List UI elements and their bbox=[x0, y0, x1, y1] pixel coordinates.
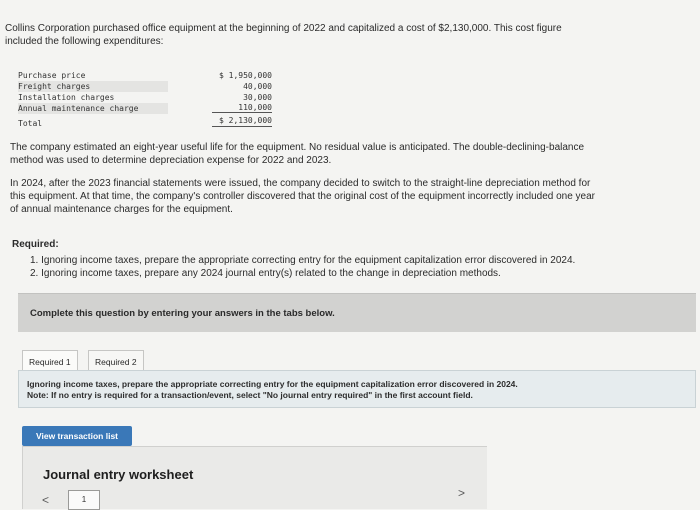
cost-label: Freight charges bbox=[18, 82, 91, 91]
cost-row bbox=[18, 103, 168, 114]
view-transaction-list-button[interactable]: View transaction list bbox=[22, 426, 132, 446]
cost-label: Installation charges bbox=[18, 93, 115, 102]
cost-amount: 40,000 bbox=[243, 82, 272, 91]
intro-line-1: Collins Corporation purchased office equipment at the beginning of 2022 and capitalized a cost of $2,130,000. This cost figure bbox=[5, 23, 562, 34]
required-item-1: 1. Ignoring income taxes, prepare the appropriate correcting entry for the equipment capitalization error discovered in 2024. bbox=[30, 255, 576, 266]
tab-required-1[interactable]: Required 1 bbox=[22, 350, 78, 374]
cost-row bbox=[18, 92, 168, 103]
subtotal-rule bbox=[212, 112, 272, 113]
intro-line-2: included the following expenditures: bbox=[5, 36, 164, 47]
cost-row bbox=[18, 118, 168, 129]
cost-amount: $ 2,130,000 bbox=[219, 116, 272, 125]
para3-line-2: this equipment. At that time, the company's controller discovered that the original cost of the equipment incorrectly included one year bbox=[10, 191, 596, 202]
para2-line-1: The company estimated an eight-year useful life for the equipment. No residual value is anticipated. The double-declining-balance bbox=[10, 142, 585, 153]
instruction-note: Note: If no entry is required for a transaction/event, select "No journal entry required" in the first account field. bbox=[27, 390, 473, 400]
cost-row bbox=[18, 81, 168, 92]
required-item-2: 2. Ignoring income taxes, prepare any 2024 journal entry(s) related to the change in depreciation methods. bbox=[30, 268, 501, 279]
chevron-left-icon[interactable]: < bbox=[42, 493, 50, 507]
instruction-line-1: Ignoring income taxes, prepare the appropriate correcting entry for the equipment capitalization error discovered in 2024. bbox=[27, 379, 518, 389]
cost-label: Annual maintenance charge bbox=[18, 104, 139, 113]
cost-amount: 30,000 bbox=[243, 93, 272, 102]
chevron-right-icon[interactable]: > bbox=[458, 486, 466, 500]
cost-label: Total bbox=[18, 119, 43, 128]
worksheet-page-number[interactable]: 1 bbox=[68, 490, 100, 510]
tab-required-2[interactable]: Required 2 bbox=[88, 350, 144, 374]
total-rule bbox=[212, 126, 272, 127]
cost-amount: 110,000 bbox=[238, 103, 272, 112]
instructions-banner bbox=[18, 293, 696, 332]
cost-row bbox=[18, 70, 168, 81]
para3-line-1: In 2024, after the 2023 financial statements were issued, the company decided to switch to the straight-line depreciation method for bbox=[10, 178, 591, 189]
required-heading: Required: bbox=[12, 239, 59, 250]
para3-line-3: of annual maintenance charges for the equipment. bbox=[10, 204, 233, 215]
cost-amount: $ 1,950,000 bbox=[219, 71, 272, 80]
tab-instructions-panel bbox=[18, 370, 696, 408]
worksheet-title: Journal entry worksheet bbox=[43, 467, 194, 482]
cost-label: Purchase price bbox=[18, 71, 86, 80]
para2-line-2: method was used to determine depreciation expense for 2022 and 2023. bbox=[10, 155, 332, 166]
banner-text: Complete this question by entering your answers in the tabs below. bbox=[30, 308, 335, 319]
